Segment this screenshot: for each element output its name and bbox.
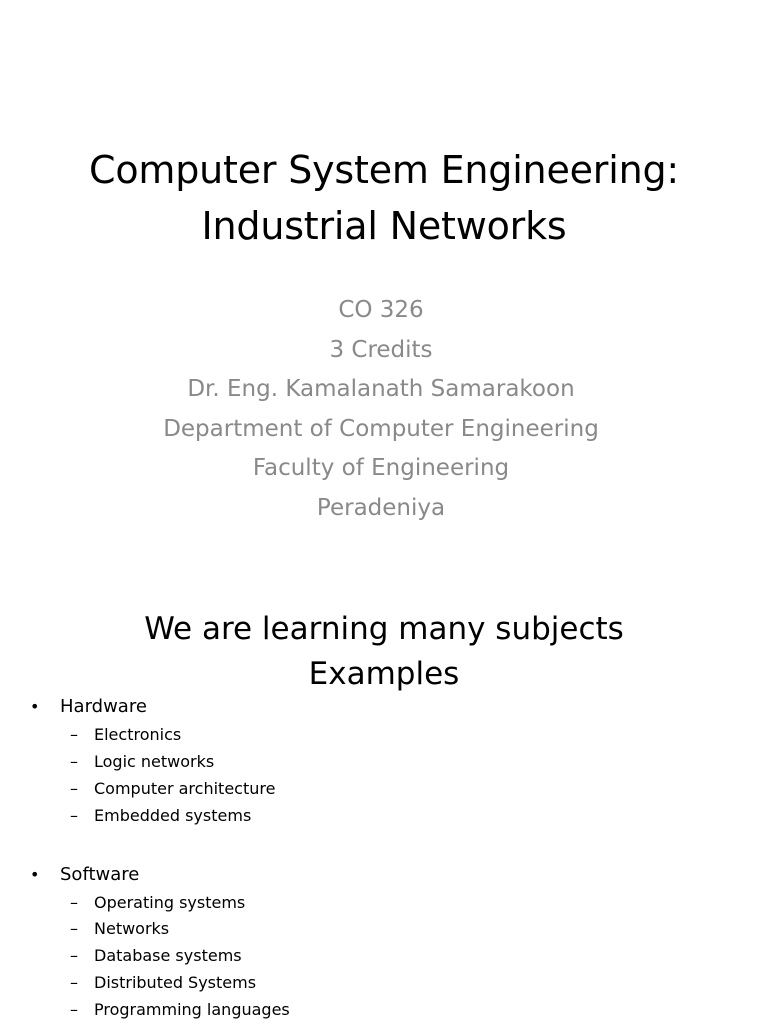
sub-item — [70, 1000, 290, 1020]
department-name: Department of Computer Engineering — [163, 415, 599, 442]
dash-icon: – — [70, 973, 78, 992]
dash-icon: – — [70, 893, 78, 912]
list-item-software — [30, 864, 139, 886]
section-title-line-1: We are learning many subjects — [144, 611, 624, 647]
dash-icon: – — [70, 752, 78, 771]
list-item-label: Software — [60, 864, 140, 885]
sub-item — [70, 779, 275, 799]
sub-item — [70, 973, 256, 993]
course-credits: 3 Credits — [329, 336, 433, 363]
dash-icon: – — [70, 919, 78, 938]
course-code: CO 326 — [338, 297, 424, 323]
university-location: Peradeniya — [316, 494, 446, 521]
sub-item — [70, 919, 169, 939]
sub-item — [70, 725, 181, 745]
sub-item — [70, 893, 245, 913]
sub-item-label: Networks — [94, 919, 170, 938]
bullet-icon: • — [30, 865, 40, 884]
section-title-line-2: Examples — [308, 656, 460, 692]
dash-icon: – — [70, 946, 78, 965]
dash-icon: – — [70, 1000, 78, 1019]
sub-item-label: Embedded systems — [94, 806, 252, 825]
sub-item-label: Distributed Systems — [94, 973, 257, 992]
lecturer-name: Dr. Eng. Kamalanath Samarakoon — [187, 376, 575, 403]
dash-icon: – — [70, 725, 78, 744]
sub-item-label: Database systems — [94, 946, 242, 965]
faculty-name: Faculty of Engineering — [252, 455, 510, 482]
sub-item-label: Computer architecture — [94, 779, 276, 798]
list-item-label: Hardware — [60, 696, 147, 717]
sub-item — [70, 946, 242, 966]
list-item-hardware — [30, 696, 147, 718]
dash-icon: – — [70, 779, 78, 798]
slide-title-line-1: Computer System Engineering: — [89, 148, 679, 192]
dash-icon: – — [70, 806, 78, 825]
sub-item-label: Logic networks — [94, 752, 215, 771]
bullet-icon: • — [30, 697, 40, 716]
sub-item — [70, 752, 214, 772]
slide-title-line-2: Industrial Networks — [201, 204, 567, 248]
sub-item-label: Operating systems — [94, 893, 246, 912]
sub-item-label: Programming languages — [94, 1000, 290, 1019]
sub-item — [70, 806, 251, 826]
sub-item-label: Electronics — [94, 725, 182, 744]
